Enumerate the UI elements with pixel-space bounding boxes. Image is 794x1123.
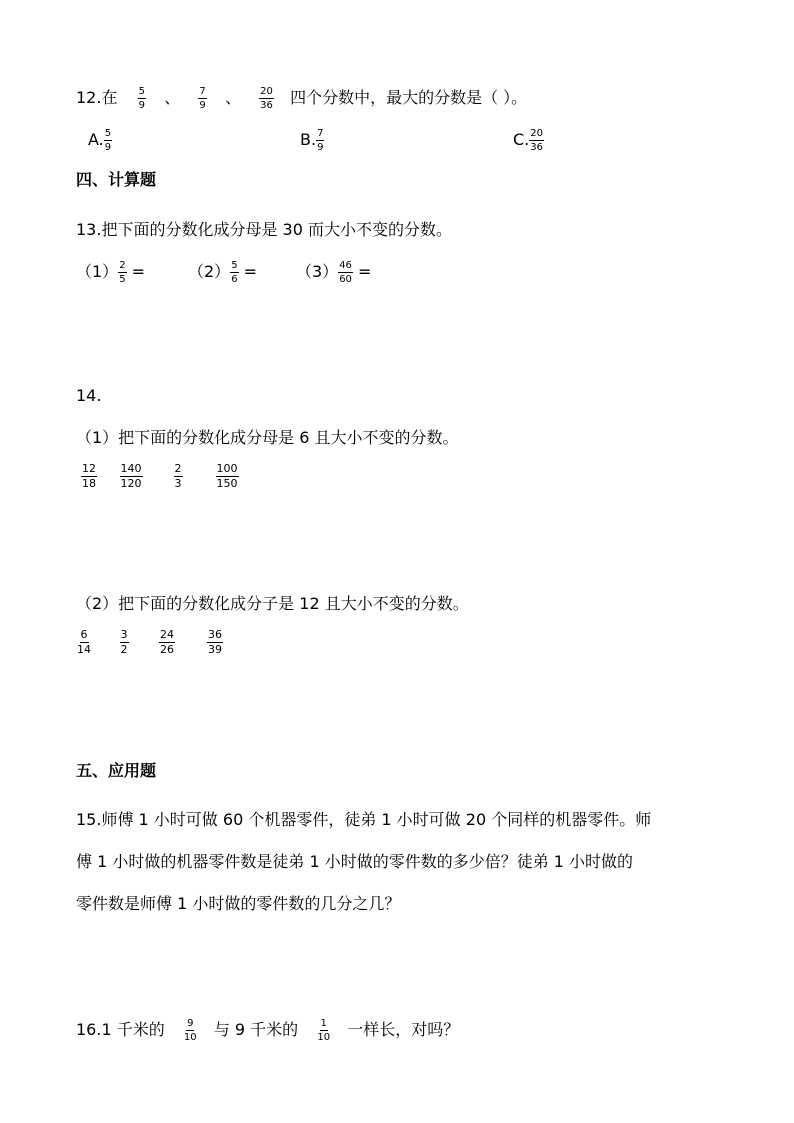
q14-part2-stem: （2）把下面的分数化成分子是 12 且大小不变的分数。: [76, 594, 469, 613]
q16-middle: 与 9 千米的: [213, 1020, 299, 1039]
q12-separator-1: 、: [164, 88, 181, 107]
q15-line-3: 零件数是师傅 1 小时做的零件数的几分之几？: [76, 894, 401, 913]
section-5-title: 五、应用题: [76, 761, 157, 780]
q14-part2-fractions: [76, 629, 224, 656]
q14-part1-stem: （1）把下面的分数化成分母是 6 且大小不变的分数。: [76, 428, 459, 447]
q12-option-a[interactable]: A. $\frac{5}{9}$: [88, 128, 112, 153]
q14-part2-fraction: $\frac{24}{26}$: [160, 628, 174, 656]
section-4-title: 四、计算题: [76, 170, 157, 189]
q12-fraction-1: $\frac{5}{9}$: [138, 86, 146, 111]
q12-stem: [76, 86, 527, 111]
q15-line-2: 傅 1 小时做的机器零件数是徒弟 1 小时做的零件数的多少倍？徒弟 1 小时做的: [76, 852, 634, 871]
q14-part1-fraction: $\frac{100}{150}$: [216, 462, 238, 490]
q15-line-1: 15.师傅 1 小时可做 60 个机器零件，徒弟 1 小时可做 20 个同样的机器零件。师: [76, 810, 652, 829]
q12-separator-2: 、: [224, 88, 241, 107]
q16-fraction-1: $\frac{9}{10}$: [183, 1018, 197, 1043]
q12-option-c[interactable]: C. $\frac{20}{36}$: [513, 128, 543, 153]
q16-fraction-2: $\frac{1}{10}$: [317, 1018, 331, 1043]
q13-item-2: （2） $\frac{5}{6}$ =: [188, 260, 258, 285]
q12-option-b[interactable]: B. $\frac{7}{9}$: [300, 128, 324, 153]
q12-fraction-3: $\frac{20}{36}$: [260, 86, 273, 111]
q13-stem: 13.把下面的分数化成分母是 30 而大小不变的分数。: [76, 220, 452, 239]
q14-part1-fraction: $\frac{2}{3}$: [174, 462, 182, 490]
q14-part1-fractions: [76, 463, 240, 490]
q13-item-1: （1） $\frac{2}{5}$ =: [76, 260, 146, 285]
q12-suffix: 四个分数中，最大的分数是（ ）。: [290, 88, 528, 107]
q12-fraction-2: $\frac{7}{9}$: [199, 86, 206, 111]
q16-stem: [76, 1018, 459, 1043]
q14-number: 14.: [76, 386, 102, 405]
q14-part2-fraction: $\frac{6}{14}$: [77, 628, 91, 656]
q16-prefix: 16.1 千米的: [76, 1020, 165, 1039]
q16-suffix: 一样长，对吗？: [347, 1020, 460, 1039]
q14-part2-fraction: $\frac{36}{39}$: [208, 628, 222, 656]
q14-part1-fraction: $\frac{140}{120}$: [120, 462, 142, 490]
q14-part2-fraction: $\frac{3}{2}$: [120, 628, 128, 656]
q12-prefix: 12.在: [76, 88, 118, 107]
q14-part1-fraction: $\frac{12}{18}$: [82, 462, 96, 490]
q13-item-3: （3） $\frac{46}{60}$ =: [296, 260, 372, 285]
